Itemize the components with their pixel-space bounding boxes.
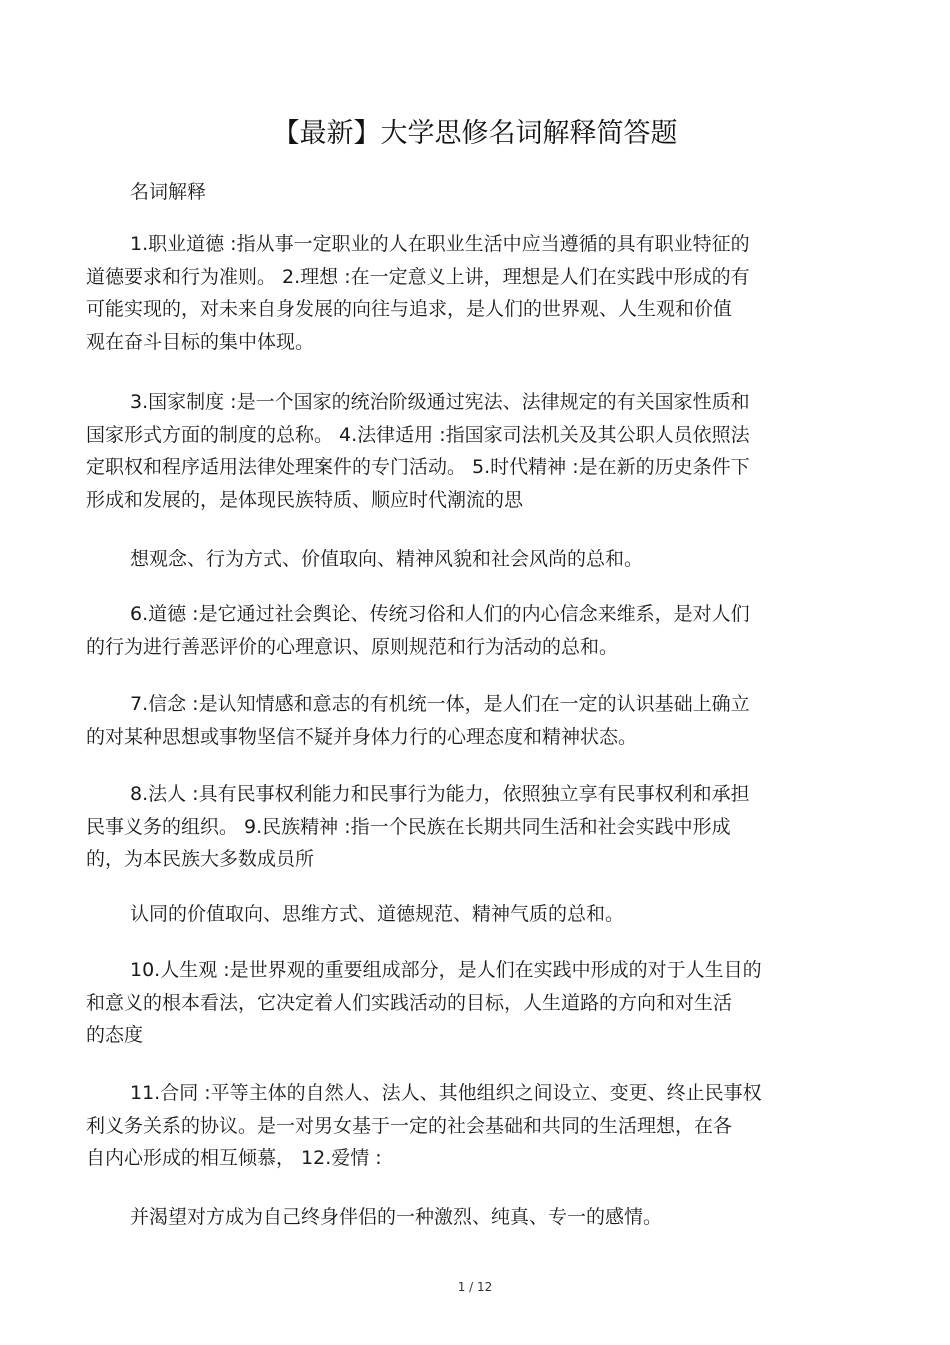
paragraph-line: 的态度 xyxy=(86,1024,144,1046)
paragraph-9 xyxy=(86,1077,762,1175)
page-indicator: 1 / 12 xyxy=(457,1280,493,1294)
paragraph-line: 认同的价值取向、思维方式、道德规范、精神气质的总和。 xyxy=(130,903,625,925)
paragraph-line: 1.职业道德 :指从事一定职业的人在职业生活中应当遵循的具有职业特征的 xyxy=(130,233,750,255)
paragraph-line: 想观念、行为方式、价值取向、精神风貌和社会风尚的总和。 xyxy=(130,548,644,570)
paragraph-1 xyxy=(86,228,750,358)
paragraph-line: 7.信念 :是认知情感和意志的有机统一体，是人们在一定的认识基础上确立 xyxy=(130,693,750,715)
paragraph-3 xyxy=(86,543,643,576)
paragraph-line: 的，为本民族大多数成员所 xyxy=(86,848,315,870)
paragraph-8 xyxy=(86,954,762,1052)
section-heading xyxy=(86,176,206,209)
page-title: 【最新】大学思修名词解释简答题 xyxy=(272,118,678,149)
paragraph-line: 定职权和程序适用法律处理案件的专门活动。 5.时代精神 :是在新的历史条件下 xyxy=(86,456,750,478)
paragraph-line: 的行为进行善恶评价的心理意识、原则规范和行为活动的总和。 xyxy=(86,635,619,658)
paragraph-line: 民事义务的组织。 9.民族精神 :指一个民族在长期共同生活和社会实践中形成 xyxy=(86,815,731,838)
paragraph-line: 自内心形成的相互倾慕， 12.爱情 : xyxy=(86,1147,382,1169)
paragraph-line: 8.法人 :具有民事权利能力和民事行为能力，依照独立享有民事权利和承担 xyxy=(130,783,750,805)
paragraph-line: 6.道德 :是它通过社会舆论、传统习俗和人们的内心信念来维系，是对人们 xyxy=(130,603,750,625)
paragraph-line: 3.国家制度 :是一个国家的统治阶级通过宪法、法律规定的有关国家性质和 xyxy=(130,391,750,413)
paragraph-line: 可能实现的，对未来自身发展的向往与追求，是人们的世界观、人生观和价值 xyxy=(86,298,733,320)
section-heading-text: 名词解释 xyxy=(130,181,207,203)
paragraph-line: 观在奋斗目标的集中体现。 xyxy=(86,330,315,353)
paragraph-line: 道德要求和行为准则。 2.理想 :在一定意义上讲，理想是人们在实践中形成的有 xyxy=(86,265,750,288)
paragraph-line: 10.人生观 :是世界观的重要组成部分，是人们在实践中形成的对于人生目的 xyxy=(130,959,762,981)
paragraph-5 xyxy=(86,688,750,753)
paragraph-line: 国家形式方面的制度的总称。 4.法律适用 :指国家司法机关及其公职人员依照法 xyxy=(86,423,750,446)
paragraph-line: 和意义的根本看法，它决定着人们实践活动的目标，人生道路的方向和对生活 xyxy=(86,991,733,1014)
paragraph-line: 并渴望对方成为自己终身伴侣的一种激烈、纯真、专一的感情。 xyxy=(130,1206,663,1228)
paragraph-line: 的对某种思想或事物坚信不疑并身体力行的心理态度和精神状态。 xyxy=(86,725,638,748)
paragraph-4 xyxy=(86,598,750,663)
paragraph-line: 形成和发展的，是体现民族特质、顺应时代潮流的思 xyxy=(86,488,524,511)
paragraph-2 xyxy=(86,386,750,516)
paragraph-6 xyxy=(86,778,750,876)
paragraph-7 xyxy=(86,898,624,931)
paragraph-10 xyxy=(86,1201,662,1234)
paragraph-line: 11.合同 :平等主体的自然人、法人、其他组织之间设立、变更、终止民事权 xyxy=(130,1082,762,1104)
paragraph-line: 利义务关系的协议。是一对男女基于一定的社会基础和共同的生活理想，在各 xyxy=(86,1114,733,1137)
